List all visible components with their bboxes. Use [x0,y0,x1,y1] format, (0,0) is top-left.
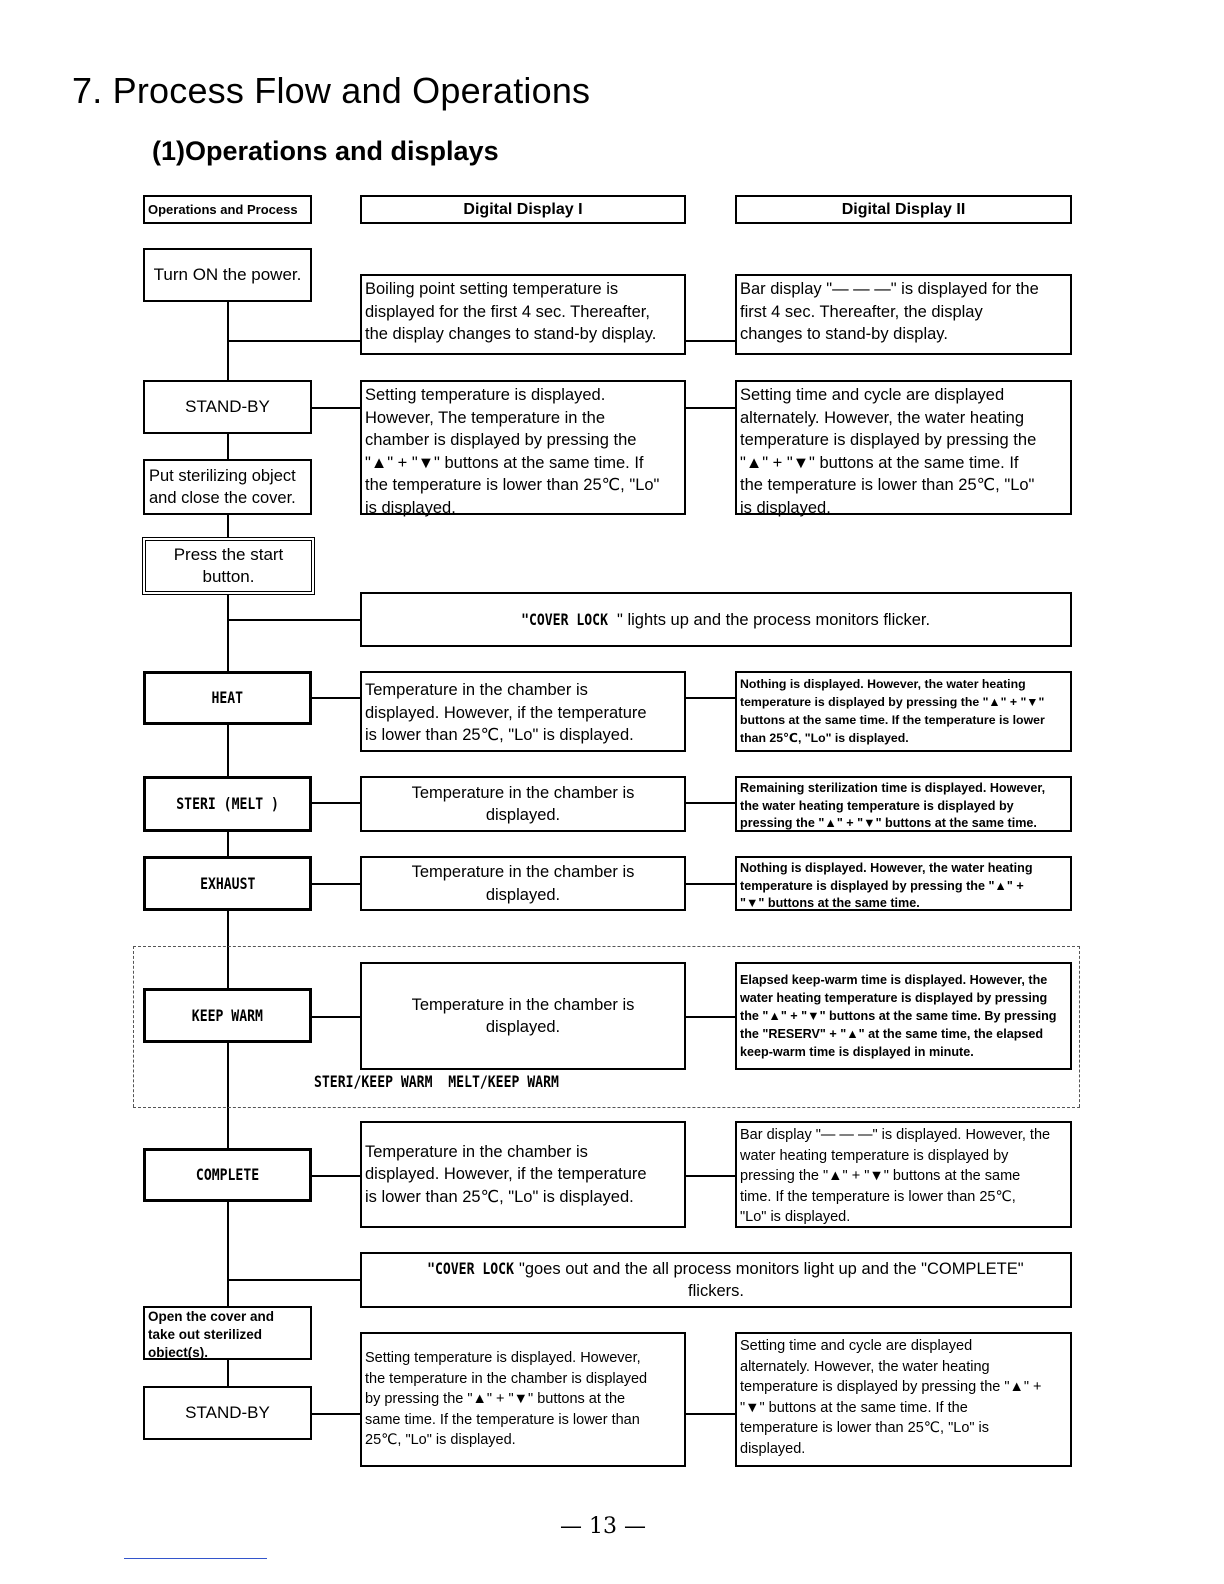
display2-standby-final: Setting time and cycle are displayed alternately. However, the water heating temperature is displayed by pressing the "▲" + "▼" buttons at the same time. If the temperature is lower than 25℃, "Lo" is displayed. [735,1332,1072,1467]
flow-connector [227,1360,229,1387]
header-digital-display-1: Digital Display I [360,195,686,224]
display1-exhaust: Temperature in the chamber is displayed. [360,856,686,911]
cover-lock-note-text [502,609,930,631]
footer-rule [124,1558,267,1559]
flow-connector [311,1413,361,1415]
flow-connector [311,697,361,699]
keep-warm-mode-note: STERI/KEEP WARM MELT/KEEP WARM [314,1072,559,1091]
display2-complete: Bar display "— — —" is displayed. However, the water heating temperature is displayed by pressing the "▲" + "▼" buttons at the same time. If the temperature is lower than 25℃, "Lo" is displayed. [735,1121,1072,1228]
display2-steri: Remaining sterilization time is displayed. However, the water heating temperature is displayed by pressing the "▲" + "▼" buttons at the same time. [735,776,1072,832]
complete-note [360,1252,1072,1308]
flow-connector [685,1016,736,1018]
flow-connector [227,619,361,621]
step-complete [143,1148,312,1202]
flow-connector [685,1413,736,1415]
step-complete-label: COMPLETE [195,1165,260,1184]
page-number: — 13 — [560,1514,646,1539]
display1-standby-final: Setting temperature is displayed. However, the temperature in the chamber is displayed by pressing the "▲" + "▼" buttons at the same time. If the temperature is lower than 25℃, "Lo" is displayed. [360,1332,686,1467]
display2-exhaust: Nothing is displayed. However, the water heating temperature is displayed by pressing the "▲" + "▼" buttons at the same time. [735,856,1072,911]
display2-heat: Nothing is displayed. However, the water heating temperature is displayed by pressing the "▲" + "▼" buttons at the same time. If the temperature is lower than 25℃, "Lo" is displayed. [735,671,1072,752]
display2-standby: Setting time and cycle are displayed alternately. However, the water heating temperature is displayed by pressing the "▲" + "▼" buttons at the same time. If the temperature is lower than 25℃, "Lo" is displayed. [735,380,1072,515]
display1-keep-warm: Temperature in the chamber is displayed. [360,962,686,1070]
flow-connector [227,340,361,342]
step-standby-final: STAND-BY [143,1386,312,1440]
complete-cover-lock-label: "COVER LOCK [427,1259,515,1278]
keep-warm-region-border [133,946,134,1107]
step-keep-warm-label: KEEP WARM [191,1005,264,1025]
flow-connector [685,340,736,342]
step-open-cover: Open the cover and take out sterilized object(s). [143,1306,312,1360]
flow-connector [227,302,229,382]
flow-connector [311,883,361,885]
flow-connector [227,1042,229,1149]
flow-connector [227,831,229,858]
flow-connector [685,1175,736,1177]
cover-lock-note [360,592,1072,647]
cover-lock-label: "COVER LOCK [520,609,608,629]
display1-standby: Setting temperature is displayed. However, The temperature in the chamber is displayed by pressing the "▲" + "▼" buttons at the same time. If the temperature is lower than 25℃, "Lo" is displayed. [360,380,686,515]
flow-connector [311,1016,361,1018]
flow-connector [311,802,361,804]
step-heat [143,671,312,725]
step-exhaust-label: EXHAUST [199,873,256,893]
flow-connector [227,594,229,673]
complete-note-text [408,1258,1023,1302]
page-title: 7. Process Flow and Operations [72,70,591,111]
flow-connector [227,910,229,989]
flow-connector [685,697,736,699]
step-keep-warm [143,988,312,1043]
step-turn-on-power: Turn ON the power. [143,248,312,302]
complete-note-rest: "goes out and the all process monitors light up and the "COMPLETE" flickers. [518,1260,1024,1300]
step-steri-label: STERI (MELT ) [176,794,279,813]
flow-connector [227,514,229,538]
display2-keep-warm: Elapsed keep-warm time is displayed. However, the water heating temperature is displayed by pressing the "▲" + "▼" buttons at the same time. By pressing the "RESERV" + "▲" at the same time, the elapsed keep-warm time is displayed in minute. [735,962,1072,1070]
step-heat-label: HEAT [211,688,244,707]
header-digital-display-2: Digital Display II [735,195,1072,224]
keep-warm-region-border [133,1107,1080,1108]
flow-connector [227,1279,361,1281]
flow-connector [311,407,361,409]
flow-connector [685,407,736,409]
keep-warm-region-border [1079,946,1080,1107]
step-exhaust [143,856,312,911]
flow-connector [227,433,229,459]
step-standby: STAND-BY [143,380,312,434]
display1-complete: Temperature in the chamber is displayed. However, if the temperature is lower than 25℃, "Lo" is displayed. [360,1121,686,1228]
flow-connector [685,883,736,885]
section-title: (1)Operations and displays [152,136,499,166]
step-put-sterilizing-object: Put sterilizing object and close the cover. [143,459,312,515]
display1-heat: Temperature in the chamber is displayed. However, if the temperature is lower than 25℃, "Lo" is displayed. [360,671,686,752]
display1-steri: Temperature in the chamber is displayed. [360,776,686,832]
display1-power: Boiling point setting temperature is displayed for the first 4 sec. Thereafter, the display changes to stand-by display. [360,274,686,355]
keep-warm-region-border [133,946,1080,947]
step-press-start-button: Press the start button. [142,537,315,595]
cover-lock-rest: " lights up and the process monitors flicker. [607,610,931,629]
display2-power: Bar display "— — —" is displayed for the first 4 sec. Thereafter, the display changes to stand-by display. [735,274,1072,355]
flow-connector [311,1175,361,1177]
step-steri-melt [143,776,312,832]
flow-connector [227,724,229,777]
flow-connector [227,1201,229,1307]
flow-connector [685,802,736,804]
header-operations-process: Operations and Process [143,195,312,224]
